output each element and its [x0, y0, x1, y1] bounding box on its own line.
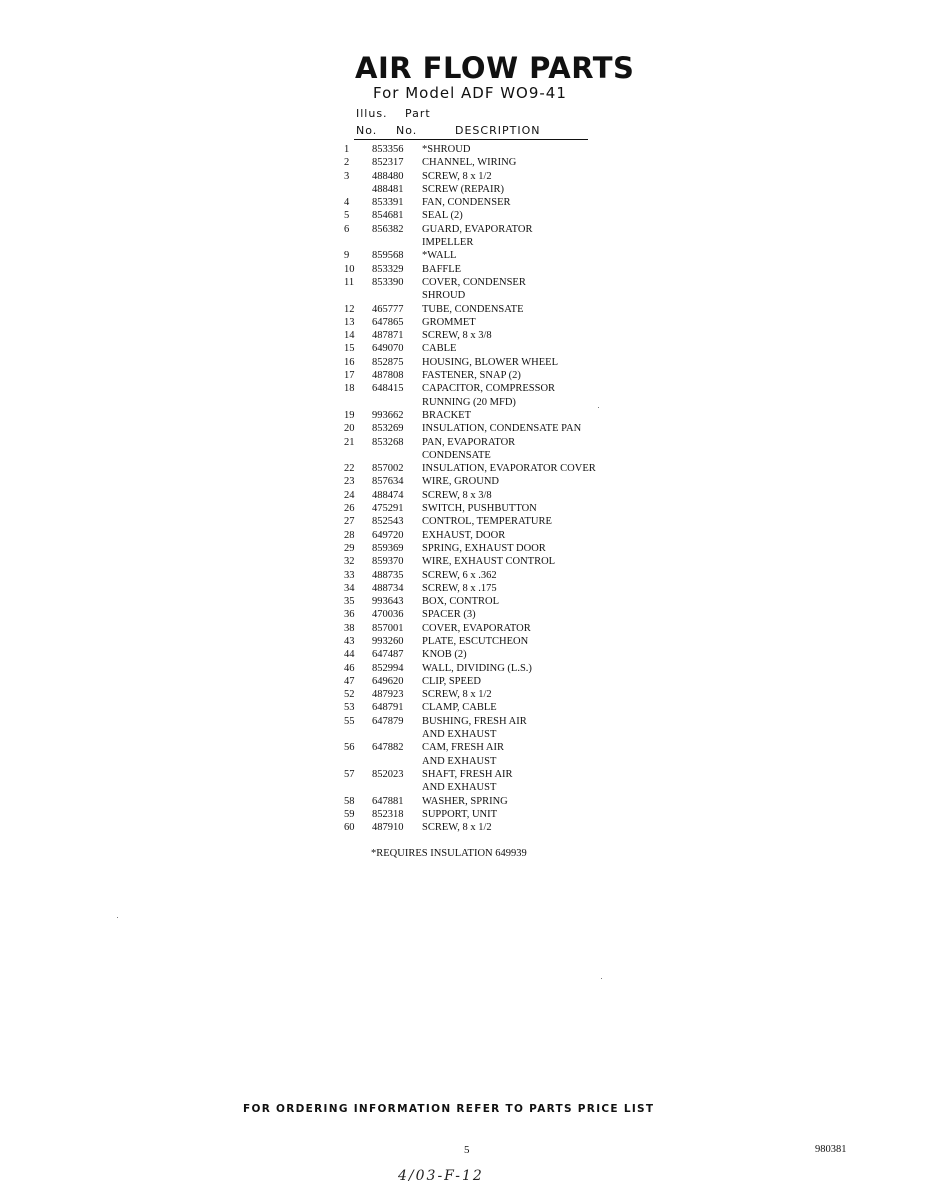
illus-number: 14: [344, 330, 355, 342]
part-row: [344, 183, 644, 196]
part-number: 487808: [372, 370, 404, 382]
part-row: [344, 462, 644, 475]
illus-number: 10: [344, 263, 355, 275]
part-row: [344, 635, 644, 648]
part-row: [344, 196, 644, 209]
part-number: 649720: [372, 529, 404, 541]
part-row: [344, 382, 644, 395]
part-row: [344, 608, 644, 621]
part-description: AND EXHAUST: [422, 782, 497, 794]
part-row: [344, 263, 644, 276]
part-description: PLATE, ESCUTCHEON: [422, 635, 529, 647]
part-description: GROMMET: [422, 316, 476, 328]
part-number: 856382: [372, 223, 404, 235]
part-description: SCREW, 8 x 3/8: [422, 330, 492, 342]
header-illus: Illus.: [356, 107, 388, 120]
part-description: COVER, CONDENSER: [422, 276, 526, 288]
part-description: SWITCH, PUSHBUTTON: [422, 503, 537, 515]
part-row: [344, 755, 644, 768]
part-row: [344, 316, 644, 329]
illus-number: 11: [344, 276, 355, 288]
part-number: 475291: [372, 503, 404, 515]
part-row: [344, 555, 644, 568]
illus-number: 43: [344, 635, 355, 647]
part-number: 647487: [372, 649, 404, 661]
illus-number: 46: [344, 662, 355, 674]
part-row: [344, 701, 644, 714]
illus-number: 23: [344, 476, 355, 488]
part-description: SUPPORT, UNIT: [422, 808, 498, 820]
part-description: CAM, FRESH AIR: [422, 742, 504, 754]
part-description: SCREW, 8 x .175: [422, 582, 497, 594]
part-row: [344, 449, 644, 462]
part-description: SHAFT, FRESH AIR: [422, 768, 513, 780]
part-row: [344, 143, 644, 156]
part-number: 647879: [372, 715, 404, 727]
document-number: 980381: [815, 1144, 847, 1155]
part-description: BUSHING, FRESH AIR: [422, 715, 527, 727]
illus-number: 5: [344, 210, 350, 222]
part-description: FAN, CONDENSER: [422, 197, 511, 209]
page-number: 5: [464, 1144, 470, 1156]
illus-number: 4: [344, 197, 350, 209]
illus-number: 21: [344, 436, 355, 448]
part-row: [344, 329, 644, 342]
part-number: 854681: [372, 210, 404, 222]
part-row: [344, 502, 644, 515]
header-divider: [354, 139, 588, 140]
part-number: 487923: [372, 689, 404, 701]
part-number: 647881: [372, 795, 404, 807]
header-description: DESCRIPTION: [455, 124, 541, 137]
part-description: AND EXHAUST: [422, 755, 497, 767]
part-row: [344, 529, 644, 542]
part-number: 488735: [372, 569, 404, 581]
part-number: 465777: [372, 303, 404, 315]
illus-number: 20: [344, 423, 355, 435]
illus-number: 17: [344, 370, 355, 382]
part-description: CLIP, SPEED: [422, 675, 481, 687]
part-row: [344, 795, 644, 808]
part-description: HOUSING, BLOWER WHEEL: [422, 356, 558, 368]
illus-number: 18: [344, 383, 355, 395]
part-row: [344, 821, 644, 834]
part-number: 852994: [372, 662, 404, 674]
part-row: [344, 728, 644, 741]
part-number: 648415: [372, 383, 404, 395]
part-row: [344, 170, 644, 183]
part-row: [344, 515, 644, 528]
illus-number: 34: [344, 582, 355, 594]
part-description: WASHER, SPRING: [422, 795, 508, 807]
part-row: [344, 648, 644, 661]
part-number: 993260: [372, 635, 404, 647]
footnote: *REQUIRES INSULATION 649939: [371, 848, 527, 859]
part-description: SPRING, EXHAUST DOOR: [422, 542, 546, 554]
illus-number: 24: [344, 489, 355, 501]
illus-number: 38: [344, 622, 355, 634]
part-number: 852023: [372, 768, 404, 780]
illus-number: 27: [344, 516, 355, 528]
part-row: [344, 662, 644, 675]
parts-list: [344, 143, 644, 834]
ordering-footer: FOR ORDERING INFORMATION REFER TO PARTS PRICE LIST: [243, 1103, 655, 1115]
illus-number: 58: [344, 795, 355, 807]
part-number: 649070: [372, 343, 404, 355]
part-description: CONTROL, TEMPERATURE: [422, 516, 552, 528]
part-row: [344, 542, 644, 555]
illus-number: 60: [344, 822, 355, 834]
part-row: [344, 342, 644, 355]
part-number: 993662: [372, 409, 404, 421]
illus-number: 57: [344, 768, 355, 780]
part-number: 488480: [372, 170, 404, 182]
part-number: 470036: [372, 609, 404, 621]
part-description: CABLE: [422, 343, 457, 355]
part-row: [344, 369, 644, 382]
part-number: 853390: [372, 276, 404, 288]
part-description: TUBE, CONDENSATE: [422, 303, 524, 315]
part-row: [344, 236, 644, 249]
illus-number: 28: [344, 529, 355, 541]
scan-speck: [598, 407, 599, 408]
part-row: [344, 289, 644, 302]
part-description: SPACER (3): [422, 609, 476, 621]
part-row: [344, 768, 644, 781]
part-description: GUARD, EVAPORATOR: [422, 223, 533, 235]
illus-number: 32: [344, 556, 355, 568]
illus-number: 1: [344, 144, 350, 155]
part-description: BOX, CONTROL: [422, 596, 500, 608]
part-description: IMPELLER: [422, 237, 474, 249]
part-description: INSULATION, CONDENSATE PAN: [422, 423, 582, 435]
part-row: [344, 688, 644, 701]
illus-number: 13: [344, 316, 355, 328]
part-row: [344, 595, 644, 608]
illus-number: 2: [344, 157, 350, 169]
part-row: [344, 303, 644, 316]
illus-number: 15: [344, 343, 355, 355]
part-number: 859369: [372, 542, 404, 554]
illus-number: 52: [344, 689, 355, 701]
scan-speck: [601, 978, 602, 979]
part-row: [344, 475, 644, 488]
part-number: 853391: [372, 197, 404, 209]
part-row: [344, 223, 644, 236]
part-number: 857001: [372, 622, 404, 634]
part-description: PAN, EVAPORATOR: [422, 436, 516, 448]
illus-number: 12: [344, 303, 355, 315]
illus-number: 29: [344, 542, 355, 554]
part-number: 857002: [372, 463, 404, 475]
part-row: [344, 409, 644, 422]
part-row: [344, 675, 644, 688]
illus-number: 33: [344, 569, 355, 581]
illus-number: 56: [344, 742, 355, 754]
illus-number: 36: [344, 609, 355, 621]
part-row: [344, 156, 644, 169]
part-description: BRACKET: [422, 409, 472, 421]
part-row: [344, 396, 644, 409]
part-number: 852875: [372, 356, 404, 368]
part-description: SCREW, 8 x 1/2: [422, 689, 492, 701]
part-row: [344, 356, 644, 369]
part-number: 487910: [372, 822, 404, 834]
part-description: BAFFLE: [422, 263, 462, 275]
model-subtitle: For Model ADF WO9-41: [373, 84, 567, 102]
part-description: SCREW (REPAIR): [422, 183, 504, 195]
illus-number: 26: [344, 503, 355, 515]
part-number: 852317: [372, 157, 404, 169]
part-description: SCREW, 8 x 1/2: [422, 822, 492, 834]
header-part-no: No.: [396, 124, 418, 137]
illus-number: 35: [344, 596, 355, 608]
part-description: RUNNING (20 MFD): [422, 396, 516, 408]
illus-number: 3: [344, 170, 350, 182]
part-row: [344, 582, 644, 595]
header-part: Part: [405, 107, 431, 120]
part-description: CONDENSATE: [422, 449, 491, 461]
part-row: [344, 741, 644, 754]
part-description: COVER, EVAPORATOR: [422, 622, 531, 634]
part-row: [344, 276, 644, 289]
part-number: 859568: [372, 250, 404, 262]
part-description: EXHAUST, DOOR: [422, 529, 506, 541]
part-description: SCREW, 6 x .362: [422, 569, 497, 581]
part-row: [344, 622, 644, 635]
part-number: 859370: [372, 556, 404, 568]
part-description: CHANNEL, WIRING: [422, 157, 517, 169]
part-number: 853269: [372, 423, 404, 435]
part-number: 853356: [372, 144, 404, 155]
part-row: [344, 249, 644, 262]
part-number: 857634: [372, 476, 404, 488]
part-description: SCREW, 8 x 3/8: [422, 489, 492, 501]
part-number: 853268: [372, 436, 404, 448]
illus-number: 6: [344, 223, 350, 235]
part-number: 647882: [372, 742, 404, 754]
part-row: [344, 569, 644, 582]
part-description: WIRE, GROUND: [422, 476, 499, 488]
part-description: CAPACITOR, COMPRESSOR: [422, 383, 556, 395]
part-description: INSULATION, EVAPORATOR COVER: [422, 463, 596, 475]
illus-number: 19: [344, 409, 355, 421]
part-number: 853329: [372, 263, 404, 275]
part-number: 649620: [372, 675, 404, 687]
part-description: SHROUD: [422, 290, 466, 302]
part-row: [344, 209, 644, 222]
part-description: WALL, DIVIDING (L.S.): [422, 662, 532, 674]
illus-number: 22: [344, 463, 355, 475]
part-description: WIRE, EXHAUST CONTROL: [422, 556, 556, 568]
illus-number: 16: [344, 356, 355, 368]
illus-number: 9: [344, 250, 350, 262]
part-description: FASTENER, SNAP (2): [422, 370, 521, 382]
part-row: [344, 781, 644, 794]
header-illus-no: No.: [356, 124, 378, 137]
part-row: [344, 715, 644, 728]
handwritten-note: 4/03-F-12: [398, 1168, 484, 1184]
illus-number: 44: [344, 649, 355, 661]
part-description: AND EXHAUST: [422, 729, 497, 741]
part-row: [344, 808, 644, 821]
part-number: 488481: [372, 183, 404, 195]
part-row: [344, 422, 644, 435]
part-number: 488474: [372, 489, 404, 501]
part-number: 487871: [372, 330, 404, 342]
part-number: 852318: [372, 808, 404, 820]
part-number: 648791: [372, 702, 404, 714]
illus-number: 53: [344, 702, 355, 714]
part-number: 647865: [372, 316, 404, 328]
illus-number: 59: [344, 808, 355, 820]
part-number: 488734: [372, 582, 404, 594]
illus-number: 55: [344, 715, 355, 727]
part-description: SEAL (2): [422, 210, 463, 222]
illus-number: 47: [344, 675, 355, 687]
part-description: *WALL: [422, 250, 457, 262]
part-description: KNOB (2): [422, 649, 467, 661]
part-description: *SHROUD: [422, 144, 471, 155]
part-row: [344, 436, 644, 449]
part-number: 993643: [372, 596, 404, 608]
part-number: 852543: [372, 516, 404, 528]
part-description: SCREW, 8 x 1/2: [422, 170, 492, 182]
part-description: CLAMP, CABLE: [422, 702, 497, 714]
page-title: AIR FLOW PARTS: [355, 51, 635, 85]
scan-speck: [117, 917, 118, 918]
part-row: [344, 489, 644, 502]
